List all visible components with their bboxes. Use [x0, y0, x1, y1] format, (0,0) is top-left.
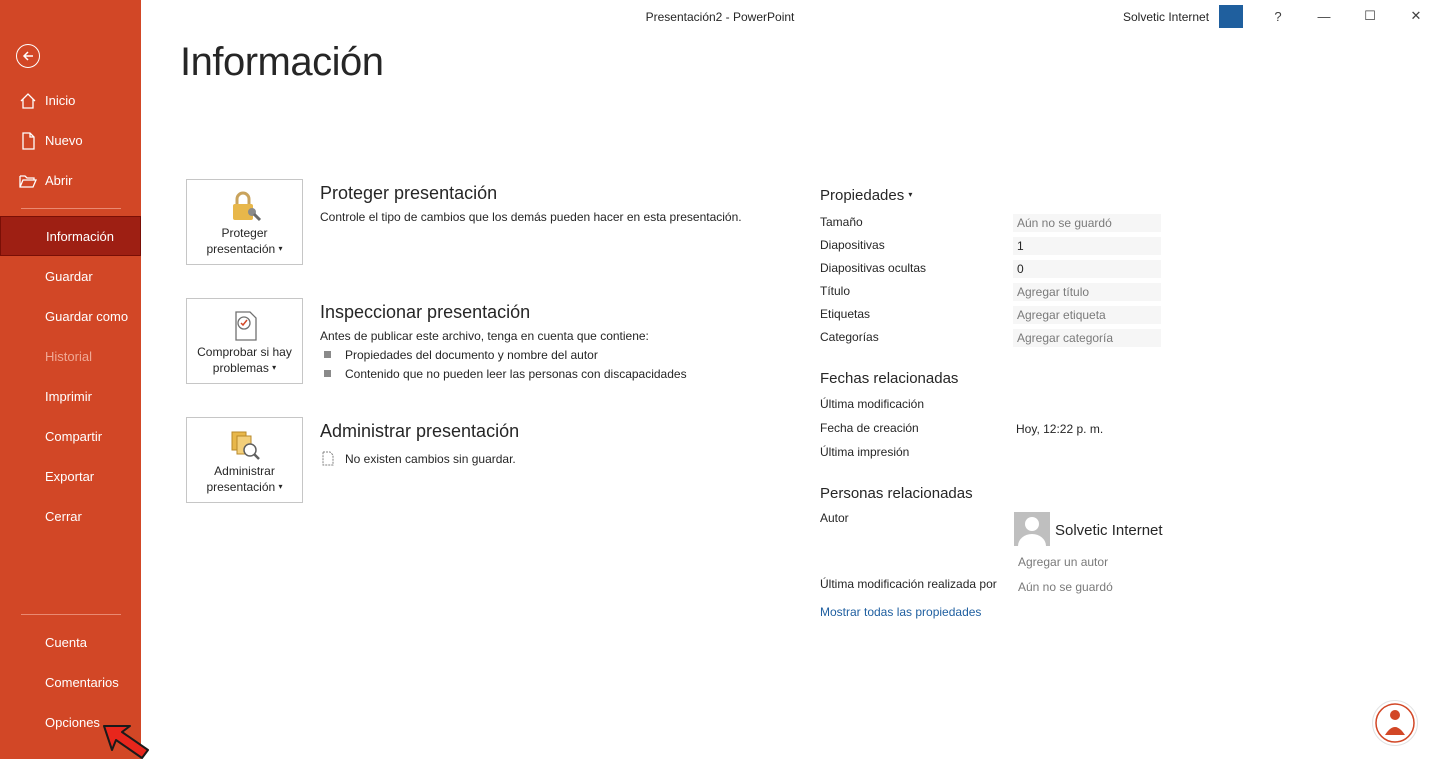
sidebar-item-label: Comentarios — [45, 674, 119, 690]
account-name[interactable]: Solvetic Internet — [1123, 10, 1210, 24]
prop-value-hidden-slides: 0 — [1013, 260, 1161, 278]
prop-value-slides: 1 — [1013, 237, 1161, 255]
sidebar-item-nuevo[interactable] — [0, 121, 141, 159]
prop-label: Última modificación realizada por — [820, 577, 997, 591]
card-label-line1: Comprobar si hay — [197, 345, 292, 359]
add-author-field[interactable]: Agregar un autor — [1018, 555, 1109, 569]
prop-label: Etiquetas — [820, 307, 871, 321]
prop-label: Última impresión — [820, 445, 910, 459]
tags-field[interactable]: Agregar etiqueta — [1013, 306, 1161, 324]
watermark-person-icon — [1373, 701, 1417, 745]
card-label-line1: Administrar — [214, 464, 275, 478]
sidebar-item-imprimir[interactable] — [0, 377, 141, 415]
prop-label: Título — [820, 284, 851, 298]
protect-title: Proteger presentación — [320, 183, 498, 203]
sidebar-item-abrir[interactable] — [0, 161, 141, 199]
folder-open-icon — [19, 172, 37, 190]
inspect-document-icon — [228, 309, 262, 343]
prop-label: Diapositivas ocultas — [820, 261, 927, 275]
backstage-sidebar — [0, 0, 141, 759]
check-issues-button[interactable] — [186, 298, 303, 384]
close-button[interactable]: ✕ — [1410, 8, 1422, 23]
sidebar-item-comentarios[interactable] — [0, 663, 141, 701]
card-label-line2: presentación — [206, 242, 276, 256]
maximize-button[interactable]: ☐ — [1364, 8, 1376, 23]
sidebar-item-exportar[interactable] — [0, 457, 141, 495]
sidebar-divider — [21, 614, 121, 615]
prop-label: Autor — [820, 511, 849, 525]
protect-presentation-button[interactable] — [186, 179, 303, 265]
avatar[interactable] — [1014, 512, 1050, 546]
last-modified-by-value: Aún no se guardó — [1018, 580, 1113, 594]
inspect-bullet: Propiedades del documento y nombre del autor — [345, 348, 598, 362]
title-bar — [141, 0, 1440, 32]
categories-field[interactable]: Agregar categoría — [1013, 329, 1161, 347]
document-icon — [321, 451, 335, 466]
sidebar-item-historial — [0, 337, 141, 375]
card-label-line2: problemas — [212, 361, 269, 375]
sidebar-item-guardar-como[interactable] — [0, 297, 141, 335]
chevron-down-icon: ▾ — [278, 482, 283, 491]
sidebar-item-cuenta[interactable] — [0, 623, 141, 661]
sidebar-item-label: Opciones — [45, 714, 100, 730]
prop-value-size: Aún no se guardó — [1013, 214, 1161, 232]
help-button[interactable]: ? — [1274, 8, 1282, 24]
author-name[interactable]: Solvetic Internet — [1055, 522, 1163, 539]
inspect-title: Inspeccionar presentación — [320, 302, 531, 322]
sidebar-item-label: Guardar como — [45, 308, 129, 324]
created-date-value: Hoy, 12:22 p. m. — [1016, 422, 1104, 436]
manage-versions-icon — [228, 428, 262, 462]
protect-description: Controle el tipo de cambios que los demás pueden hacer en esta presentación. — [320, 210, 742, 224]
properties-dropdown[interactable] — [820, 187, 912, 204]
sidebar-item-informacion[interactable] — [0, 216, 141, 256]
title-field[interactable]: Agregar título — [1013, 283, 1161, 301]
watermark-logo — [1372, 700, 1418, 746]
sidebar-item-label: Historial — [45, 348, 92, 364]
sidebar-item-label: Abrir — [45, 172, 73, 188]
sidebar-item-label: Cuenta — [45, 634, 87, 650]
properties-heading: Propiedades — [820, 187, 905, 204]
prop-label: Tamaño — [820, 215, 863, 229]
sidebar-item-compartir[interactable] — [0, 417, 141, 455]
back-arrow-icon[interactable] — [16, 44, 40, 68]
prop-label: Última modificación — [820, 397, 925, 411]
lock-key-icon — [228, 190, 262, 224]
chevron-down-icon: ▾ — [278, 244, 283, 253]
sidebar-item-guardar[interactable] — [0, 257, 141, 295]
sidebar-item-label: Información — [46, 228, 114, 244]
related-dates-heading: Fechas relacionadas — [820, 370, 959, 387]
new-document-icon — [19, 132, 37, 150]
card-label-line2: presentación — [206, 480, 276, 494]
sidebar-item-inicio[interactable] — [0, 81, 141, 119]
show-all-properties-link[interactable]: Mostrar todas las propiedades — [820, 605, 982, 619]
chevron-down-icon: ▾ — [908, 190, 913, 199]
inspect-bullet: Contenido que no pueden leer las personas con discapacidades — [345, 367, 687, 381]
related-people-heading: Personas relacionadas — [820, 485, 973, 502]
manage-title: Administrar presentación — [320, 421, 520, 441]
sidebar-divider — [21, 208, 121, 209]
sidebar-item-cerrar[interactable] — [0, 497, 141, 535]
sidebar-item-label: Inicio — [45, 92, 76, 108]
prop-label: Diapositivas — [820, 238, 885, 252]
sidebar-item-label: Nuevo — [45, 132, 83, 148]
page-title: Información — [180, 40, 384, 84]
inspect-description: Antes de publicar este archivo, tenga en cuenta que contiene: — [320, 329, 649, 343]
window-title: Presentación2 - PowerPoint — [645, 10, 795, 24]
card-label-line1: Proteger — [221, 226, 268, 240]
pointer-arrow-icon — [100, 720, 152, 759]
account-avatar[interactable] — [1219, 5, 1243, 28]
chevron-down-icon: ▾ — [272, 363, 277, 372]
manage-description: No existen cambios sin guardar. — [345, 452, 516, 466]
minimize-button[interactable]: — — [1317, 8, 1331, 24]
manage-presentation-button[interactable] — [186, 417, 303, 503]
prop-label: Categorías — [820, 330, 879, 344]
bullet-icon — [324, 370, 331, 377]
sidebar-item-label: Exportar — [45, 468, 95, 484]
sidebar-item-label: Guardar — [45, 268, 93, 284]
bullet-icon — [324, 351, 331, 358]
sidebar-item-label: Compartir — [45, 428, 103, 444]
prop-label: Fecha de creación — [820, 421, 919, 435]
home-icon — [19, 92, 37, 110]
sidebar-item-label: Cerrar — [45, 508, 82, 524]
sidebar-item-label: Imprimir — [45, 388, 92, 404]
person-icon — [1014, 512, 1050, 546]
